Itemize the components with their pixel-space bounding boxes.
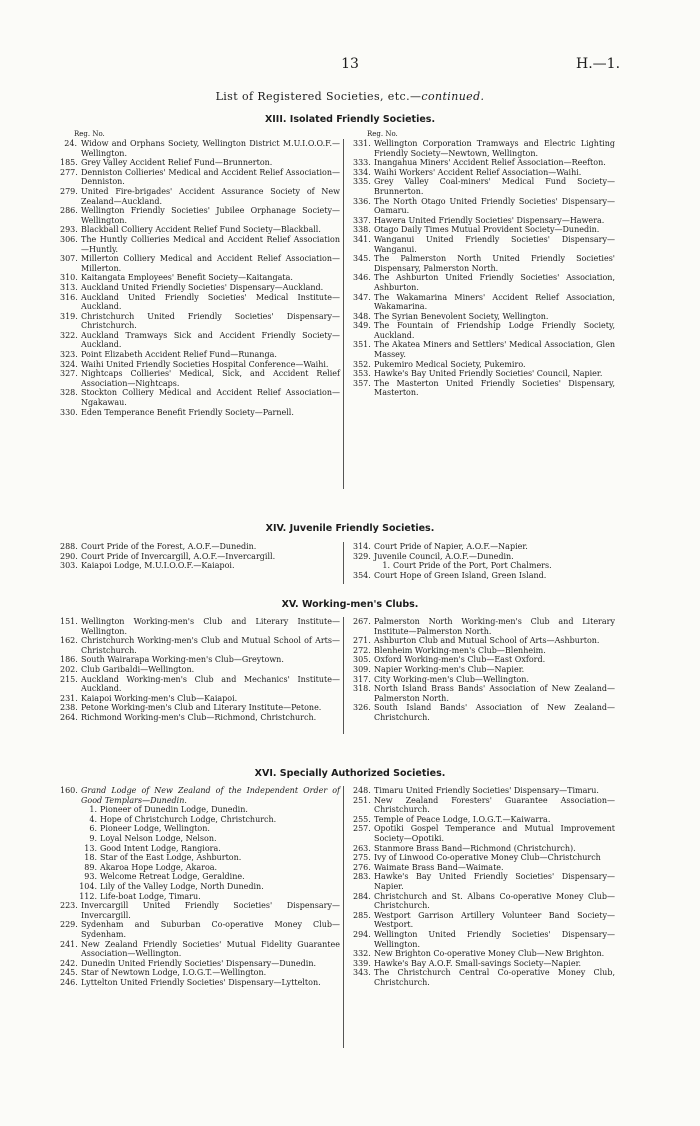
reg-number: 248. bbox=[353, 786, 371, 795]
reg-number: 303. bbox=[60, 561, 78, 571]
society-entry bbox=[353, 684, 615, 703]
sub-entry bbox=[60, 834, 340, 844]
reg-number: 357. bbox=[353, 378, 371, 388]
reg-number: 215. bbox=[60, 674, 78, 684]
society-name: Blackball Colliery Accident Relief Fund Society—Blackball. bbox=[81, 225, 321, 235]
section-xvi-left-column bbox=[60, 786, 340, 987]
society-entry bbox=[353, 254, 615, 273]
society-entry bbox=[60, 786, 340, 805]
society-name: Palmerston North Working-men's Club and Literary Institute—Palmerston North. bbox=[374, 617, 615, 636]
society-name: Loyal Nelson Lodge, Nelson. bbox=[100, 833, 217, 843]
society-entry bbox=[60, 655, 340, 665]
reg-number: 251. bbox=[353, 795, 371, 805]
reg-number: 336. bbox=[353, 196, 371, 206]
society-entry bbox=[60, 369, 340, 388]
society-name: Wellington Corporation Tramways and Electric Lighting Friendly Society—Newtown, Wellington. bbox=[374, 139, 615, 158]
society-entry bbox=[353, 824, 615, 843]
reg-number: 341. bbox=[353, 234, 371, 244]
society-name: Kaitangata Employees' Benefit Society—Kaitangata. bbox=[81, 273, 293, 283]
society-entry bbox=[60, 561, 340, 571]
society-name: New Brighton Co-operative Money Club—New Brighton. bbox=[374, 949, 605, 959]
society-entry bbox=[353, 703, 615, 722]
society-name: The Huntly Collieries Medical and Accident Relief Association—Huntly. bbox=[81, 234, 340, 254]
society-entry bbox=[353, 892, 615, 911]
society-entry bbox=[353, 177, 615, 196]
society-entry bbox=[353, 617, 615, 636]
society-entry bbox=[353, 786, 615, 796]
society-entry bbox=[353, 542, 615, 552]
society-name: Eden Temperance Benefit Friendly Society—Parnell. bbox=[81, 407, 294, 417]
society-name: Juvenile Council, A.O.F.—Dunedin. bbox=[374, 551, 514, 561]
reg-number: 277. bbox=[60, 167, 78, 177]
reg-number: 185. bbox=[60, 158, 78, 168]
society-name: Temple of Peace Lodge, I.O.G.T.—Kaiwarra. bbox=[374, 814, 551, 824]
running-head bbox=[0, 90, 700, 103]
reg-number: 9. bbox=[89, 833, 97, 843]
society-name: Nightcaps Collieries' Medical, Sick, and Accident Relief Association—Nightcaps. bbox=[81, 369, 340, 388]
society-entry bbox=[353, 235, 615, 254]
society-name: Auckland United Friendly Societies' Medical Institute—Auckland. bbox=[81, 292, 340, 312]
reg-number: 326. bbox=[353, 703, 371, 713]
society-entry bbox=[60, 940, 340, 959]
society-entry bbox=[353, 853, 615, 863]
reg-number: 112. bbox=[79, 891, 97, 901]
reg-number: 283. bbox=[353, 872, 371, 882]
society-entry bbox=[60, 978, 340, 988]
society-entry bbox=[60, 283, 340, 293]
society-name: Auckland United Friendly Societies' Dispensary—Auckland. bbox=[81, 282, 324, 292]
society-name: Otago Daily Times Mutual Provident Society—Dunedin. bbox=[374, 225, 600, 235]
section-title-xv: XV. Working-men's Clubs. bbox=[281, 599, 419, 610]
reg-number: 338. bbox=[353, 225, 371, 235]
reg-number: 354. bbox=[353, 570, 371, 580]
reg-number: 267. bbox=[353, 617, 371, 626]
society-name: The Wakamarina Miners' Accident Relief Association, Wakamarina. bbox=[374, 292, 615, 312]
society-name: Club Garibaldi—Wellington. bbox=[81, 664, 195, 674]
society-name: Kaiapoi Lodge, M.U.I.O.O.F.—Kaiapoi. bbox=[81, 561, 235, 571]
reg-no-heading: Reg. No. bbox=[74, 130, 105, 138]
society-entry bbox=[60, 225, 340, 235]
society-name: Welcome Retreat Lodge, Geraldine. bbox=[100, 872, 245, 882]
society-name: Millerton Colliery Medical and Accident Relief Association—Millerton. bbox=[81, 254, 340, 273]
reg-number: 328. bbox=[60, 388, 78, 398]
society-entry bbox=[60, 139, 340, 158]
society-name: Wellington Friendly Societies' Jubilee Orphanage Society—Wellington. bbox=[81, 206, 340, 225]
society-entry bbox=[60, 665, 340, 675]
society-entry bbox=[60, 713, 340, 723]
reg-no-heading: Reg. No. bbox=[367, 130, 398, 138]
society-entry bbox=[353, 197, 615, 216]
society-name: Auckland Tramways Sick and Accident Friendly Society—Auckland. bbox=[81, 330, 340, 350]
society-entry bbox=[353, 340, 615, 359]
reg-number: 316. bbox=[60, 292, 78, 302]
reg-number: 275. bbox=[353, 853, 371, 863]
society-entry bbox=[60, 959, 340, 969]
society-entry bbox=[353, 216, 615, 226]
reg-number: 93. bbox=[84, 872, 97, 882]
society-entry bbox=[353, 571, 615, 581]
society-entry bbox=[353, 796, 615, 815]
society-entry bbox=[60, 388, 340, 407]
society-entry bbox=[353, 949, 615, 959]
society-entry bbox=[60, 158, 340, 168]
society-entry bbox=[353, 930, 615, 949]
society-entry bbox=[353, 959, 615, 969]
society-name: Christchurch United Friendly Societies' Dispensary—Christchurch. bbox=[81, 311, 340, 331]
society-name: Court Pride of Napier, A.O.F.—Napier. bbox=[374, 542, 528, 551]
reg-number: 6. bbox=[89, 824, 97, 834]
society-name: South Island Bands' Association of New Zealand—Christchurch. bbox=[374, 703, 615, 722]
running-head-text: List of Registered Societies, etc.— bbox=[215, 90, 422, 103]
society-name: Waimate Brass Band—Waimate. bbox=[374, 862, 504, 872]
reg-number: 4. bbox=[89, 814, 97, 824]
reg-number: 264. bbox=[60, 712, 78, 722]
society-name: The Palmerston North United Friendly Societies' Dispensary, Palmerston North. bbox=[374, 254, 615, 273]
society-name: Wanganui United Friendly Societies' Dispensary—Wanganui. bbox=[374, 234, 615, 254]
reg-number: 89. bbox=[84, 862, 97, 872]
running-head-continued: continued. bbox=[421, 90, 485, 103]
reg-number: 255. bbox=[353, 814, 371, 824]
sub-entry bbox=[60, 872, 340, 882]
society-entry bbox=[60, 968, 340, 978]
society-entry bbox=[353, 675, 615, 685]
society-entry bbox=[353, 168, 615, 178]
reg-number: 331. bbox=[353, 139, 371, 148]
page-number: 13 bbox=[341, 56, 359, 72]
reg-number: 319. bbox=[60, 311, 78, 321]
society-entry bbox=[353, 636, 615, 646]
society-name: Blenheim Working-men's Club—Blenheim. bbox=[374, 645, 546, 655]
society-name: Invercargill United Friendly Societies' Dispensary—Invercargill. bbox=[81, 901, 340, 920]
society-name: Lyttelton United Friendly Societies' Dispensary—Lyttelton. bbox=[81, 977, 321, 987]
society-name: Petone Working-men's Club and Literary Institute—Petone. bbox=[81, 703, 322, 713]
society-name: United Fire-brigades' Accident Assurance Society of New Zealand—Auckland. bbox=[81, 186, 340, 206]
sub-entry bbox=[60, 844, 340, 854]
society-name: The Christchurch Central Co-operative Money Club, Christchurch. bbox=[374, 968, 615, 987]
society-entry bbox=[353, 312, 615, 322]
column-divider bbox=[343, 139, 344, 489]
society-entry bbox=[60, 542, 340, 552]
sub-entry bbox=[60, 815, 340, 825]
section-xiii-left-column bbox=[60, 129, 340, 417]
society-entry bbox=[60, 552, 340, 562]
reg-number: 314. bbox=[353, 542, 371, 551]
reg-number: 327. bbox=[60, 369, 78, 379]
reg-number: 257. bbox=[353, 824, 371, 834]
society-name: Richmond Working-men's Club—Richmond, Christchurch. bbox=[81, 712, 317, 722]
reg-number: 241. bbox=[60, 939, 78, 949]
reg-number: 263. bbox=[353, 843, 371, 853]
reg-number: 349. bbox=[353, 321, 371, 331]
society-entry bbox=[353, 225, 615, 235]
society-entry bbox=[60, 254, 340, 273]
page-reference: H.—1. bbox=[576, 56, 621, 72]
society-entry bbox=[353, 815, 615, 825]
reg-number: 346. bbox=[353, 273, 371, 283]
society-name: The Syrian Benevolent Society, Wellington. bbox=[374, 311, 549, 321]
reg-number: 18. bbox=[84, 853, 97, 863]
reg-number: 1. bbox=[89, 805, 97, 815]
section-xv-left-column bbox=[60, 617, 340, 723]
society-name: Star of Newtown Lodge, I.O.G.T.—Wellington. bbox=[81, 968, 267, 978]
society-name: Court Hope of Green Island, Green Island. bbox=[374, 570, 547, 580]
society-entry bbox=[60, 235, 340, 254]
society-name: Grey Valley Coal-miners' Medical Fund Society—Brunnerton. bbox=[374, 177, 615, 196]
society-entry bbox=[60, 636, 340, 655]
reg-number: 317. bbox=[353, 674, 371, 684]
society-name: The Masterton United Friendly Societies' Dispensary, Masterton. bbox=[374, 378, 615, 398]
society-name: New Zealand Foresters' Guarantee Association—Christchurch. bbox=[374, 795, 615, 815]
sub-entry bbox=[60, 882, 340, 892]
reg-number: 322. bbox=[60, 330, 78, 340]
reg-number: 276. bbox=[353, 862, 371, 872]
reg-number: 202. bbox=[60, 664, 78, 674]
society-entry bbox=[353, 321, 615, 340]
reg-number: 238. bbox=[60, 703, 78, 713]
society-entry bbox=[60, 920, 340, 939]
society-name: Court Pride of the Forest, A.O.F.—Dunedin. bbox=[81, 542, 257, 551]
reg-number: 329. bbox=[353, 551, 371, 561]
society-name: New Zealand Friendly Societies' Mutual Fidelity Guarantee Association—Wellington. bbox=[81, 939, 340, 959]
sub-entry bbox=[353, 561, 615, 571]
society-name: The Ashburton United Friendly Societies' Association, Ashburton. bbox=[374, 273, 615, 292]
society-entry bbox=[353, 379, 615, 398]
society-entry bbox=[60, 168, 340, 187]
society-entry bbox=[353, 646, 615, 656]
reg-number: 246. bbox=[60, 977, 78, 987]
society-name: Wellington Working-men's Club and Literary Institute—Wellington. bbox=[81, 617, 340, 636]
sub-entry bbox=[60, 805, 340, 815]
society-entry bbox=[353, 863, 615, 873]
society-name: Point Elizabeth Accident Relief Fund—Runanga. bbox=[81, 350, 277, 360]
society-entry bbox=[60, 901, 340, 920]
section-xiii-right-column bbox=[353, 129, 615, 398]
society-name: Christchurch and St. Albans Co-operative Money Club—Christchurch. bbox=[374, 891, 615, 911]
sub-entry bbox=[60, 863, 340, 873]
section-xv-right-column bbox=[353, 617, 615, 723]
reg-number: 223. bbox=[60, 901, 78, 911]
reg-number: 347. bbox=[353, 292, 371, 302]
society-entry bbox=[353, 139, 615, 158]
reg-number: 286. bbox=[60, 206, 78, 216]
society-entry bbox=[60, 675, 340, 694]
society-entry bbox=[60, 617, 340, 636]
reg-number: 334. bbox=[353, 167, 371, 177]
reg-number: 343. bbox=[353, 968, 371, 978]
reg-number: 335. bbox=[353, 177, 371, 187]
society-name: The Akatea Miners and Settlers' Medical Association, Glen Massey. bbox=[374, 340, 615, 360]
reg-number: 13. bbox=[84, 843, 97, 853]
reg-number: 351. bbox=[353, 340, 371, 350]
society-name: Hawke's Bay A.O.F. Small-savings Society—Napier. bbox=[374, 958, 582, 968]
society-entry bbox=[60, 360, 340, 370]
reg-number: 271. bbox=[353, 636, 371, 646]
society-name: Sydenham and Suburban Co-operative Money Club—Sydenham. bbox=[81, 920, 340, 939]
society-entry bbox=[60, 187, 340, 206]
reg-number: 162. bbox=[60, 636, 78, 646]
society-name: Denniston Collieries' Medical and Accident Relief Association—Denniston. bbox=[81, 167, 340, 187]
society-name: Life-boat Lodge, Timaru. bbox=[100, 891, 201, 901]
society-name: Grand Lodge of New Zealand of the Independent Order of Good Templars—Dunedin. bbox=[81, 786, 340, 805]
reg-number: 348. bbox=[353, 311, 371, 321]
reg-number: 1. bbox=[382, 561, 390, 571]
society-name: Opotiki Gospel Temperance and Mutual Improvement Society—Opotiki. bbox=[374, 824, 615, 843]
society-entry bbox=[353, 655, 615, 665]
society-name: Court Pride of Invercargill, A.O.F.—Invercargill. bbox=[81, 551, 276, 561]
reg-number: 332. bbox=[353, 949, 371, 959]
society-entry bbox=[60, 350, 340, 360]
society-name: Lily of the Valley Lodge, North Dunedin. bbox=[100, 881, 264, 891]
reg-number: 285. bbox=[353, 910, 371, 920]
reg-number: 151. bbox=[60, 617, 78, 626]
reg-number: 279. bbox=[60, 186, 78, 196]
society-entry bbox=[60, 293, 340, 312]
society-name: City Working-men's Club—Wellington. bbox=[374, 674, 529, 684]
society-name: The North Otago United Friendly Societies' Dispensary—Oamaru. bbox=[374, 196, 615, 216]
society-name: Ivy of Linwood Co-operative Money Club—Christchurch bbox=[374, 853, 601, 863]
society-entry bbox=[353, 293, 615, 312]
society-name: Widow and Orphans Society, Wellington District M.U.I.O.O.F.—Wellington. bbox=[81, 139, 340, 158]
society-entry bbox=[60, 312, 340, 331]
reg-number: 310. bbox=[60, 273, 78, 283]
society-entry bbox=[60, 273, 340, 283]
reg-number: 307. bbox=[60, 254, 78, 264]
reg-number: 284. bbox=[353, 891, 371, 901]
reg-number: 330. bbox=[60, 407, 78, 417]
society-name: The Fountain of Friendship Lodge Friendly Society, Auckland. bbox=[374, 321, 615, 340]
reg-number: 24. bbox=[64, 139, 77, 148]
society-entry bbox=[353, 665, 615, 675]
reg-number: 104. bbox=[79, 881, 97, 891]
society-name: Kaiapoi Working-men's Club—Kaiapoi. bbox=[81, 693, 238, 703]
society-entry bbox=[353, 968, 615, 987]
reg-number: 339. bbox=[353, 958, 371, 968]
reg-number: 323. bbox=[60, 350, 78, 360]
reg-number: 294. bbox=[353, 929, 371, 939]
reg-number: 290. bbox=[60, 551, 78, 561]
reg-number: 309. bbox=[353, 664, 371, 674]
reg-number: 231. bbox=[60, 693, 78, 703]
society-entry bbox=[353, 872, 615, 891]
society-entry bbox=[60, 703, 340, 713]
society-name: Auckland Working-men's Club and Mechanics' Institute—Auckland. bbox=[81, 674, 340, 694]
reg-number: 318. bbox=[353, 684, 371, 694]
society-name: Star of the East Lodge, Ashburton. bbox=[100, 853, 242, 863]
society-name: Waihi United Friendly Societies Hospital Conference—Waihi. bbox=[81, 359, 329, 369]
society-name: Christchurch Working-men's Club and Mutual School of Arts—Christchurch. bbox=[81, 636, 340, 655]
society-name: Stanmore Brass Band—Richmond (Christchurch). bbox=[374, 843, 576, 853]
society-name: Hawke's Bay United Friendly Societies' Dispensary—Napier. bbox=[374, 872, 615, 891]
society-name: Hope of Christchurch Lodge, Christchurch. bbox=[100, 814, 277, 824]
society-name: South Wairarapa Working-men's Club—Greytown. bbox=[81, 655, 284, 665]
sub-entry bbox=[60, 892, 340, 902]
society-name: Stockton Colliery Medical and Accident Relief Association—Ngakawau. bbox=[81, 388, 340, 408]
society-name: Wellington United Friendly Societies' Dispensary—Wellington. bbox=[374, 929, 615, 949]
section-xvi-right-column bbox=[353, 786, 615, 987]
society-entry bbox=[353, 369, 615, 379]
society-entry bbox=[353, 158, 615, 168]
society-entry bbox=[60, 694, 340, 704]
society-name: Hawke's Bay United Friendly Societies' Council, Napier. bbox=[374, 369, 603, 379]
reg-number: 306. bbox=[60, 234, 78, 244]
reg-number: 313. bbox=[60, 282, 78, 292]
reg-number: 288. bbox=[60, 542, 78, 551]
society-name: Inangahua Miners' Accident Relief Association—Reefton. bbox=[374, 158, 606, 168]
society-name: Timaru United Friendly Societies' Dispensary—Timaru. bbox=[374, 786, 599, 795]
reg-number: 242. bbox=[60, 958, 78, 968]
society-entry bbox=[353, 911, 615, 930]
column-divider bbox=[343, 786, 344, 1048]
society-name: Pioneer of Dunedin Lodge, Dunedin. bbox=[100, 805, 248, 815]
section-title-xiv: XIV. Juvenile Friendly Societies. bbox=[265, 523, 435, 534]
reg-number: 337. bbox=[353, 215, 371, 225]
society-name: Oxford Working-men's Club—East Oxford. bbox=[374, 655, 546, 665]
society-name: Grey Valley Accident Relief Fund—Brunnerton. bbox=[81, 158, 273, 168]
society-name: Hawera United Friendly Societies' Dispensary—Hawera. bbox=[374, 215, 605, 225]
reg-number: 353. bbox=[353, 369, 371, 379]
society-entry bbox=[60, 408, 340, 418]
reg-number: 305. bbox=[353, 655, 371, 665]
reg-number: 245. bbox=[60, 968, 78, 978]
section-title-xvi: XVI. Specially Authorized Societies. bbox=[254, 768, 446, 779]
society-name: Akaroa Hope Lodge, Akaroa. bbox=[100, 862, 218, 872]
society-entry bbox=[353, 552, 615, 562]
society-entry bbox=[353, 360, 615, 370]
column-divider bbox=[343, 542, 344, 584]
reg-number: 352. bbox=[353, 359, 371, 369]
society-entry bbox=[60, 331, 340, 350]
society-entry bbox=[353, 273, 615, 292]
sub-entry bbox=[60, 824, 340, 834]
reg-number: 324. bbox=[60, 359, 78, 369]
society-name: Good Intent Lodge, Rangiora. bbox=[100, 843, 221, 853]
society-name: Court Pride of the Port, Port Chalmers. bbox=[393, 561, 552, 571]
society-name: Westport Garrison Artillery Volunteer Band Society—Westport. bbox=[374, 910, 615, 930]
society-name: North Island Brass Bands' Association of New Zealand—Palmerston North. bbox=[374, 684, 615, 703]
reg-number: 186. bbox=[60, 655, 78, 665]
society-name: Pioneer Lodge, Wellington. bbox=[100, 824, 210, 834]
society-entry bbox=[60, 206, 340, 225]
reg-number: 345. bbox=[353, 254, 371, 264]
society-entry bbox=[353, 844, 615, 854]
reg-number: 333. bbox=[353, 158, 371, 168]
sub-entry bbox=[60, 853, 340, 863]
section-title-xiii: XIII. Isolated Friendly Societies. bbox=[264, 114, 436, 125]
section-xiv-right-column bbox=[353, 542, 615, 580]
society-name: Waihi Workers' Accident Relief Association—Waihi. bbox=[374, 167, 582, 177]
reg-number: 229. bbox=[60, 920, 78, 930]
society-name: Pukemiro Medical Society, Pukemiro. bbox=[374, 359, 526, 369]
reg-number: 160. bbox=[60, 786, 78, 795]
section-xiv-left-column bbox=[60, 542, 340, 571]
society-name: Ashburton Club and Mutual School of Arts—Ashburton. bbox=[374, 636, 600, 646]
society-name: Napier Working-men's Club—Napier. bbox=[374, 664, 525, 674]
column-divider bbox=[343, 617, 344, 734]
reg-number: 293. bbox=[60, 225, 78, 235]
society-name: Dunedin United Friendly Societies' Dispensary—Dunedin. bbox=[81, 958, 317, 968]
reg-number: 272. bbox=[353, 645, 371, 655]
